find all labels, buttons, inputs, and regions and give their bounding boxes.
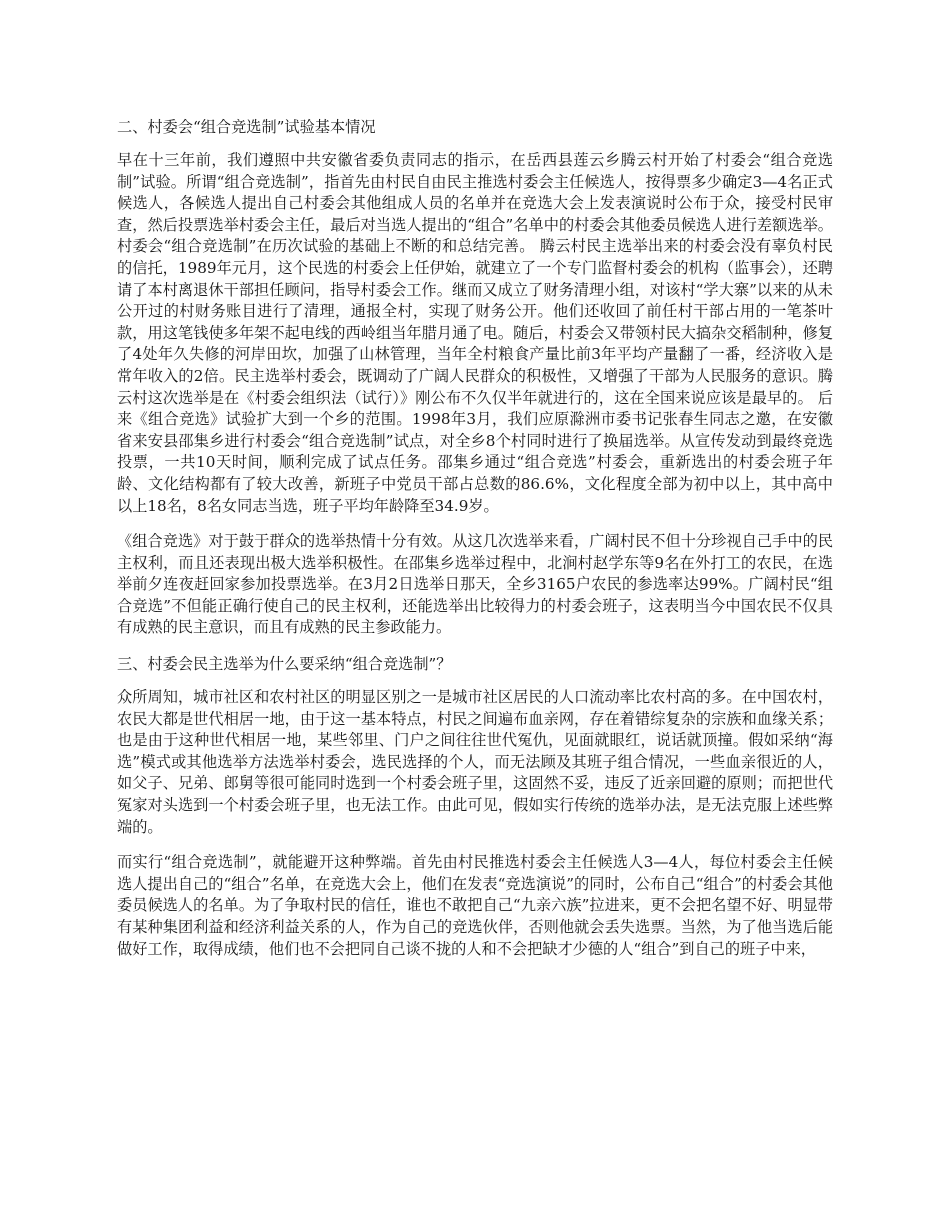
paragraph-3: 众所周知，城市社区和农村社区的明显区别之一是城市社区居民的人口流动率比农村高的多。在中国农村，农民大都是世代相居一地，由于这一基本特点，村民之间遍布血亲网，存在着错综复杂的宗族和血缘关系；也是由于这种世代相居一地，某些邻里、门户之间往往世代冤仇，见面就眼红，说话就顶撞。假如采纳“海选”模式或其他选举方法选举村委会，选民选择的个人，而无法顾及其班子组合情况，一些血亲很近的人，如父子、兄弟、郎舅等很可能同时选到一个村委会班子里，这固然不妥，违反了近亲回避的原则；而把世代冤家对头选到一个村委会班子里，也无法工作。由此可见，假如实行传统的选举办法，是无法克服上述些弊端的。 (117, 688, 833, 836)
section-heading-3: 三、村委会民主选举为什么要采纳“组合竞选制”？ (117, 655, 452, 674)
paragraph-4: 而实行“组合竞选制”，就能避开这种弊端。首先由村民推选村委会主任候选人3—4人，每位村委会主任候选人提出自己的“组合”名单，在竞选大会上，他们在发表“竞选演说”的同时，公布自己“组合”的村委会其他委员候选人的名单。为了争取村民的信任，谁也不敢把自己“九亲六族”拉进来，更不会把名望不好、明显带有某种集团利益和经济利益关系的人，作为自己的竞选伙伴，否则他就会丢失选票。当然，为了他当选后能做好工作，取得成绩，他们也不会把同自己谈不拢的人和不会把缺才少德的人“组合”到自己的班子中来， (117, 853, 833, 958)
paragraph-2: 《组合竞选》对于鼓于群众的选举热情十分有效。从这几次选举来看，广阔村民不但十分珍视自己手中的民主权利，而且还表现出极大选举积极性。在邵集乡选举过程中，北涧村赵学东等9名在外打工的农民，在选举前夕连夜赶回家参加投票选举。在3月2日选举日那天，全乡3165户农民的参选率达99%。广阔村民“组合竞选”不但能正确行使自己的民主权利，还能选举出比较得力的村委会班子，这表明当今中国农民不仅具有成熟的民主意识，而且有成熟的民主参政能力。 (117, 532, 833, 637)
document-page (117, 106, 833, 974)
paragraph-1: 早在十三年前，我们遵照中共安徽省委负责同志的指示，在岳西县莲云乡腾云村开始了村委会“组合竞选制”试验。所谓“组合竞选制”，指首先由村民自由民主推选村委会主任候选人，按得票多少确定3—4名正式候选人，各候选人提出自己村委会其他组成人员的名单并在竞选大会上发表演说时公布于众，接受村民审查，然后投票选举村委会主任，最后对当选人提出的“组合”名单中的村委会其他委员候选人进行差额选举。村委会“组合竞选制”在历次试验的基础上不断的和总结完善。 腾云村民主选举出来的村委会没有辜负村民的信托，1989年元月，这个民选的村委会上任伊始，就建立了一个专门监督村委会的机构（监事会），还聘请了本村离退休干部担任顾问，指导村委会工作。继而又成立了财务清理小组，对该村“学大寨”以来的从未公开过的村财务账目进行了清理，通报全村，实现了财务公开。他们还收回了前任村干部占用的一笔茶叶款，用这笔钱使多年架不起电线的西岭组当年腊月通了电。随后，村委会又带领村民大搞杂交稻制种，修复了4处年久失修的河岸田坎，加强了山林管理，当年全村粮食产量比前3年平均产量翻了一番，经济收入是常年收入的2倍。民主选举村委会，既调动了广阔人民群众的积极性，又增强了干部为人民服务的意识。腾云村这次选举是在《村委会组织法（试行）》刚公布不久仅半年就进行的，这在全国来说应该是最早的。 后来《组合竞选》试验扩大到一个乡的范围。1998年3月，我们应原滁洲市委书记张春生同志之邀，在安徽省来安县邵集乡进行村委会“组合竞选制”试点，对全乡8个村同时进行了换届选举。从宣传发动到最终竞选投票，一共10天时间，顺利完成了试点任务。邵集乡通过“组合竞选”村委会，重新选出的村委会班子年龄、文化结构都有了较大改善，新班子中党员干部占总数的86.6%，文化程度全部为初中以上，其中高中以上18名，8名女同志当选，班子平均年龄降至34.9岁。 (117, 151, 833, 515)
section-heading-2: 二、村委会“组合竞选制”试验基本情况 (117, 118, 376, 136)
